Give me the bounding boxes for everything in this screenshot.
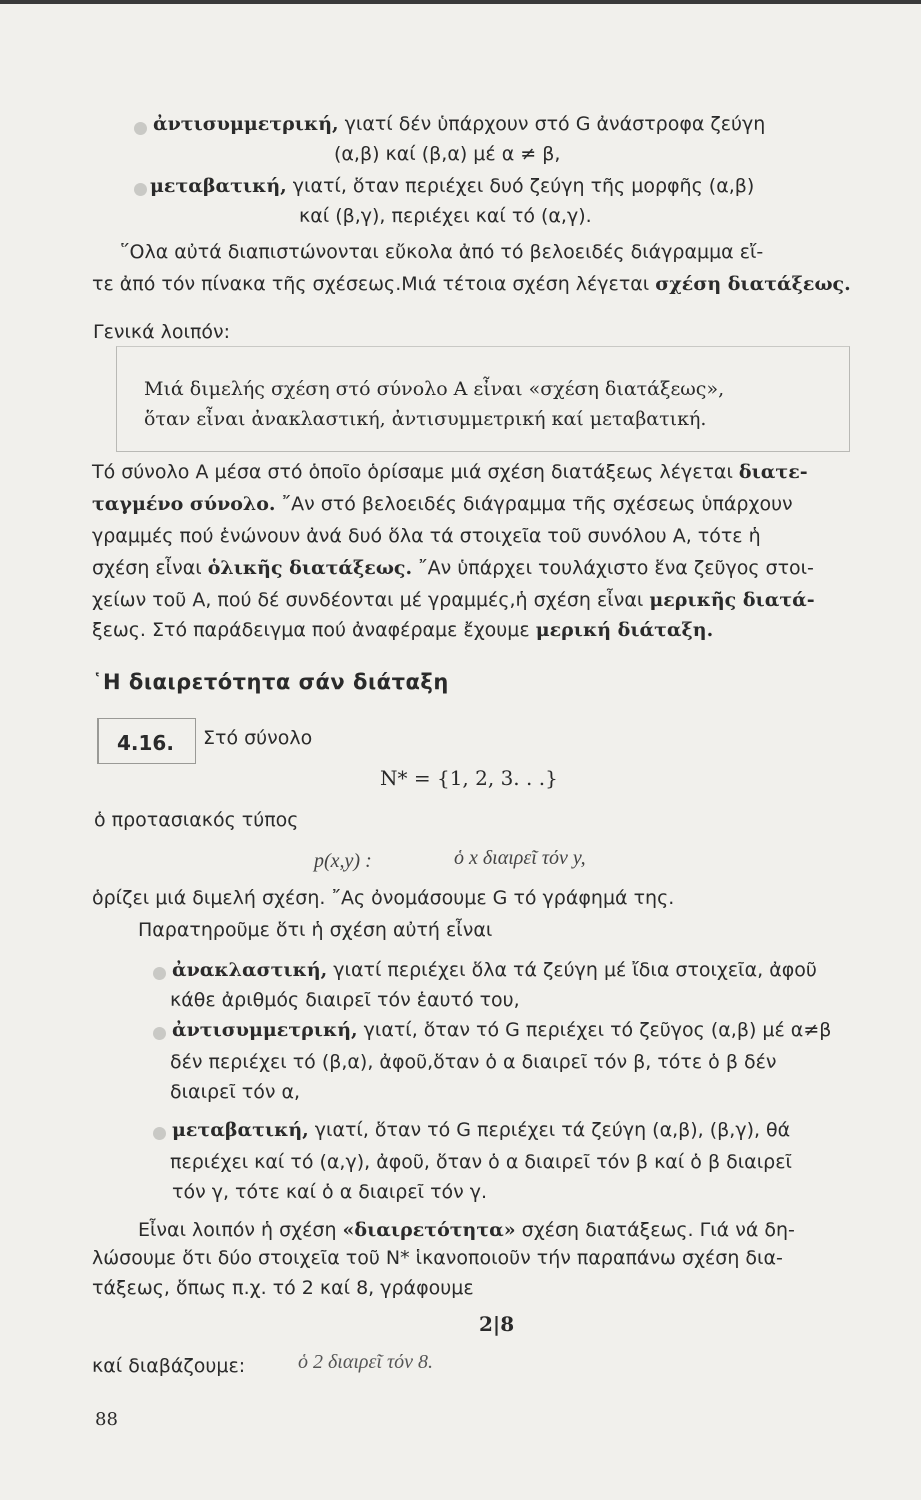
- formula-right: ὁ x διαιρεῖ τόν y,: [454, 847, 586, 869]
- text-line: [92, 556, 814, 580]
- text-line: περιέχει καί τό (α,γ), ἀφοῦ, ὅταν ὁ α διαιρεῖ τόν β καί ὁ β διαιρεῖ: [170, 1151, 792, 1173]
- bullet-icon: [134, 183, 147, 196]
- text-span: Τό σύνολο Α μέσα στό ὁποῖο ὁρίσαμε μιά σχέση διατάξεως λέγεται: [92, 461, 739, 483]
- text-span: χείων τοῦ Α, πού δέ συνδέονται μέ γραμμές,ἡ σχέση εἶναι: [92, 589, 650, 611]
- text-span: τε ἀπό τόν πίνακα τῆς σχέσεως.Μιά τέτοια σχέση λέγεται: [92, 273, 656, 295]
- text-span: γιατί δέν ὑπάρχουν στό G ἀνάστροφα ζεύγη: [338, 113, 766, 135]
- text-line: Στό σύνολο: [203, 727, 313, 749]
- text-line: ὁ προτασιακός τύπος: [94, 809, 299, 831]
- term-bold: ἀντισυμμετρική,: [172, 1019, 358, 1041]
- text-line: ῞Ολα αὐτά διαπιστώνονται εὔκολα ἀπό τό βελοειδές διάγραμμα εἴ-: [120, 241, 764, 263]
- text-line: λώσουμε ὅτι δύο στοιχεῖα τοῦ N* ἱκανοποιοῦν τήν παραπάνω σχέση δια-: [92, 1247, 783, 1269]
- text-line: γραμμές πού ἑνώνουν ἀνά δυό ὅλα τά στοιχεῖα τοῦ συνόλου Α, τότε ἡ: [92, 525, 761, 547]
- set-definition: N* = {1, 2, 3. . .}: [380, 766, 558, 790]
- term-bold: μεταβατική,: [172, 1119, 309, 1141]
- page-top-edge: [0, 0, 921, 4]
- text-line: καί (β,γ), περιέχει καί τό (α,γ).: [299, 205, 592, 227]
- text-line: [153, 112, 765, 136]
- text-line: [172, 958, 817, 982]
- text-line: [92, 272, 851, 296]
- example-number: 4.16.: [117, 731, 174, 755]
- term-bold: ταγμένο σύνολο.: [92, 493, 276, 515]
- bullet-icon: [134, 122, 147, 135]
- text-line: τόν γ, τότε καί ὁ α διαιρεῖ τόν γ.: [172, 1181, 488, 1203]
- page-number: 88: [95, 1409, 118, 1430]
- text-line: δέν περιέχει τό (β,α), ἀφοῦ,ὅταν ὁ α διαιρεῖ τόν β, τότε ὁ β δέν: [170, 1051, 777, 1073]
- term-bold: μερικῆς διατά-: [649, 589, 815, 611]
- text-line: [172, 1118, 790, 1142]
- definition-box: [116, 346, 850, 452]
- reading-italic: ὁ 2 διαιρεῖ τόν 8.: [298, 1351, 433, 1373]
- text-line: [92, 460, 808, 484]
- text-line: [172, 1018, 831, 1042]
- divides-notation: 2|8: [479, 1312, 515, 1336]
- text-span: Εἶναι λοιπόν ἡ σχέση: [138, 1219, 343, 1241]
- term-bold: ὁλικῆς διατάξεως.: [207, 557, 413, 579]
- text-line: [138, 1218, 795, 1242]
- text-line: Γενικά λοιπόν:: [93, 321, 231, 343]
- formula-left: p(x,y) :: [314, 850, 372, 872]
- term-bold: διατε-: [738, 461, 808, 483]
- text-span: γιατί, ὅταν τό G περιέχει τό ζεῦγος (α,β) μέ α≠β: [357, 1019, 832, 1041]
- definition-line: Μιά διμελής σχέση στό σύνολο Α εἶναι «σχέση διατάξεως»,: [144, 378, 725, 400]
- text-line: καί διαβάζουμε:: [92, 1355, 246, 1377]
- text-line: [92, 588, 815, 612]
- term-bold: μερική διάταξη.: [535, 619, 714, 641]
- bullet-icon: [153, 967, 166, 980]
- text-span: ῎Αν στό βελοειδές διάγραμμα τῆς σχέσεως ὑπάρχουν: [275, 493, 793, 515]
- example-number-box: [97, 718, 196, 764]
- text-span: σχέση εἶναι: [92, 557, 208, 579]
- definition-line: ὅταν εἶναι ἀνακλαστική, ἀντισυμμετρική καί μεταβατική.: [144, 408, 707, 430]
- text-span: σχέση διατάξεως. Γιά νά δη-: [515, 1219, 795, 1241]
- section-heading: ῾Η διαιρετότητα σάν διάταξη: [92, 670, 449, 694]
- term-bold: «διαιρετότητα»: [342, 1219, 516, 1241]
- text-span: ξεως. Στό παράδειγμα πού ἀναφέραμε ἔχουμε: [92, 619, 536, 641]
- text-span: γιατί, ὅταν τό G περιέχει τά ζεύγη (α,β), (β,γ), θά: [308, 1119, 791, 1141]
- bullet-icon: [153, 1027, 166, 1040]
- term-bold: ἀντισυμμετρική,: [153, 113, 339, 135]
- term-bold: μεταβατική,: [150, 175, 287, 197]
- term-bold: σχέση διατάξεως.: [655, 273, 851, 295]
- text-line: [92, 492, 793, 516]
- text-line: [92, 618, 713, 642]
- text-line: [150, 174, 754, 198]
- text-line: (α,β) καί (β,α) μέ α ≠ β,: [334, 143, 561, 165]
- text-span: γιατί περιέχει ὅλα τά ζεύγη μέ ἴδια στοιχεῖα, ἀφοῦ: [327, 959, 817, 981]
- text-line: ὁρίζει μιά διμελή σχέση. ῎Ας ὀνομάσουμε G τό γράφημά της.: [92, 887, 675, 909]
- text-span: γιατί, ὅταν περιέχει δυό ζεύγη τῆς μορφῆς (α,β): [286, 175, 755, 197]
- text-line: Παρατηροῦμε ὅτι ἡ σχέση αὐτή εἶναι: [138, 919, 493, 941]
- bullet-icon: [153, 1127, 166, 1140]
- text-span: ῎Αν ὑπάρχει τουλάχιστο ἕνα ζεῦγος στοι-: [412, 557, 814, 579]
- text-line: κάθε ἀριθμός διαιρεῖ τόν ἑαυτό του,: [170, 989, 520, 1011]
- term-bold: ἀνακλαστική,: [172, 959, 328, 981]
- text-line: τάξεως, ὅπως π.χ. τό 2 καί 8, γράφουμε: [92, 1277, 474, 1299]
- text-line: διαιρεῖ τόν α,: [170, 1081, 301, 1103]
